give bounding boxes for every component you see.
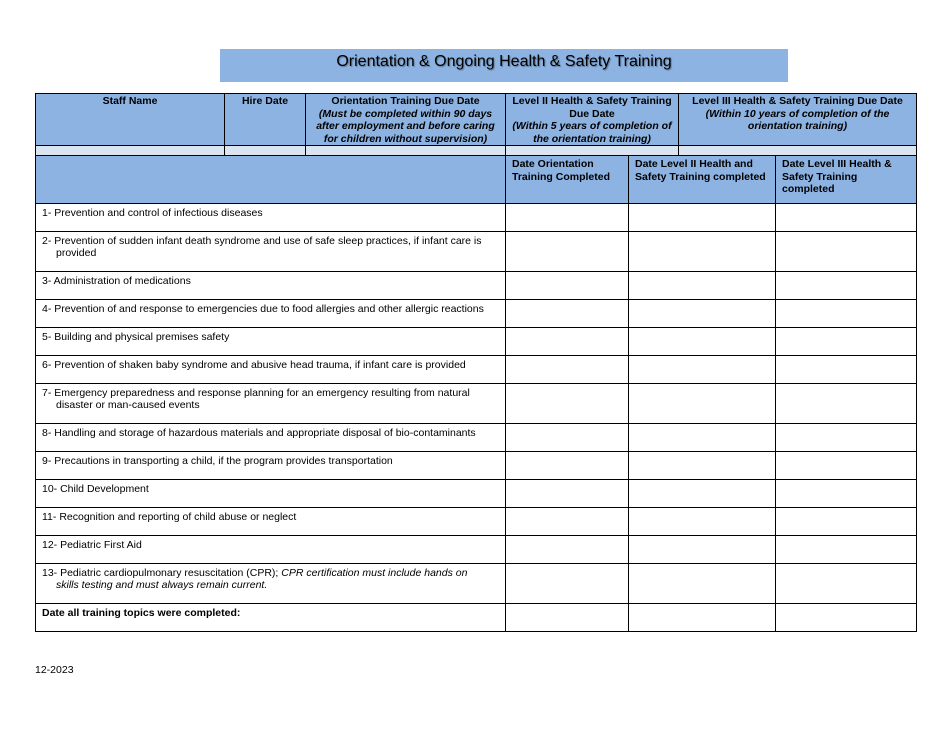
level2-date-cell[interactable] (629, 232, 776, 272)
table-row (36, 300, 917, 328)
topic-1 (36, 204, 506, 232)
level2-date-cell[interactable] (629, 272, 776, 300)
orientation-date-cell[interactable] (506, 536, 629, 564)
topic-3 (36, 272, 506, 300)
table-row (36, 452, 917, 480)
topic-13 (36, 564, 506, 604)
orientation-date-cell[interactable] (506, 480, 629, 508)
level2-date-cell[interactable] (629, 480, 776, 508)
topic-7 (36, 384, 506, 424)
topic-11 (36, 508, 506, 536)
level3-date-cell[interactable] (776, 232, 917, 272)
topic-text: 4- Prevention of and response to emergencies due to food allergies and other allergic reactions (42, 303, 484, 315)
level3-date-cell[interactable] (776, 480, 917, 508)
completion-label: Date all training topics were completed: (42, 607, 241, 619)
orientation-date-cell[interactable] (506, 384, 629, 424)
orientation-date-cell[interactable] (506, 508, 629, 536)
topic-text: 8- Handling and storage of hazardous materials and appropriate disposal of bio-contaminants (42, 427, 476, 439)
completion-label-cell (36, 604, 506, 632)
topic-text: 13- Pediatric cardiopulmonary resuscitation (CPR); (42, 567, 282, 579)
level2-due-label: Level II Health & Safety Training Due Date (512, 95, 672, 120)
table-row (36, 480, 917, 508)
topic-text-cont: disaster or man-caused events (56, 399, 200, 411)
level3-date-cell[interactable] (776, 356, 917, 384)
level3-date-cell[interactable] (776, 384, 917, 424)
orientation-date-cell[interactable] (506, 424, 629, 452)
level3-due-label: Level III Health & Safety Training Due Date (692, 95, 903, 107)
topic-text: 2- Prevention of sudden infant death syndrome and use of safe sleep practices, if infant care is (42, 235, 482, 247)
orientation-date-cell[interactable] (506, 204, 629, 232)
topic-6 (36, 356, 506, 384)
topic-2 (36, 232, 506, 272)
level2-date-cell[interactable] (629, 452, 776, 480)
topic-text: 3- Administration of medications (42, 275, 191, 287)
topic-text: 9- Precautions in transporting a child, if the program provides transportation (42, 455, 393, 467)
orientation-date-cell[interactable] (506, 452, 629, 480)
orientation-completed-header: Date Orientation Training Completed (506, 156, 629, 204)
topic-10 (36, 480, 506, 508)
level2-completed-header: Date Level II Health and Safety Training completed (629, 156, 776, 204)
level3-date-cell[interactable] (776, 536, 917, 564)
topic-4 (36, 300, 506, 328)
orientation-due-note: (Must be completed within 90 days after employment and before caring for children without supervision) (316, 107, 495, 145)
orientation-date-cell[interactable] (506, 300, 629, 328)
topic-text-cont: provided (56, 247, 97, 259)
level3-date-cell[interactable] (776, 272, 917, 300)
topic-header-blank (36, 156, 506, 204)
level2-date-cell[interactable] (629, 564, 776, 604)
table-row (36, 384, 917, 424)
table-row (36, 328, 917, 356)
level3-date-cell[interactable] (776, 452, 917, 480)
table-row (36, 232, 917, 272)
level3-date-cell[interactable] (776, 328, 917, 356)
level2-date-cell[interactable] (629, 204, 776, 232)
topic-9 (36, 452, 506, 480)
orientation-date-cell[interactable] (506, 232, 629, 272)
orientation-date-cell[interactable] (506, 604, 629, 632)
table-row (36, 564, 917, 604)
table-row (36, 204, 917, 232)
level3-date-cell[interactable] (776, 604, 917, 632)
table-row (36, 508, 917, 536)
level2-date-cell[interactable] (629, 508, 776, 536)
page-title: Orientation & Ongoing Health & Safety Training (220, 49, 788, 82)
hire-date-header: Hire Date (225, 94, 306, 146)
level2-due-header (506, 94, 679, 146)
topic-8 (36, 424, 506, 452)
orientation-due-header (306, 94, 506, 146)
topic-text: 6- Prevention of shaken baby syndrome and abusive head trauma, if infant care is provided (42, 359, 466, 371)
level3-date-cell[interactable] (776, 204, 917, 232)
level3-date-cell[interactable] (776, 424, 917, 452)
training-topics-table (35, 155, 917, 632)
topic-note: CPR certification must include hands on (281, 567, 468, 579)
topic-text: 12- Pediatric First Aid (42, 539, 142, 551)
table-row (36, 424, 917, 452)
level2-due-note: (Within 5 years of completion of the orientation training) (512, 120, 672, 145)
orientation-date-cell[interactable] (506, 328, 629, 356)
table-row (36, 604, 917, 632)
table-row (36, 536, 917, 564)
level3-date-cell[interactable] (776, 508, 917, 536)
orientation-due-label: Orientation Training Due Date (331, 95, 480, 107)
topic-text: 5- Building and physical premises safety (42, 331, 230, 343)
level3-due-note: (Within 10 years of completion of the orientation training) (705, 107, 890, 132)
level2-date-cell[interactable] (629, 424, 776, 452)
level2-date-cell[interactable] (629, 384, 776, 424)
level2-date-cell[interactable] (629, 328, 776, 356)
topic-5 (36, 328, 506, 356)
level3-date-cell[interactable] (776, 300, 917, 328)
orientation-date-cell[interactable] (506, 272, 629, 300)
level3-date-cell[interactable] (776, 564, 917, 604)
level2-date-cell[interactable] (629, 604, 776, 632)
staff-info-table (35, 93, 917, 158)
level3-due-header (679, 94, 917, 146)
staff-name-header: Staff Name (36, 94, 225, 146)
topic-text: 7- Emergency preparedness and response planning for an emergency resulting from natural (42, 387, 470, 399)
orientation-date-cell[interactable] (506, 564, 629, 604)
level3-completed-header: Date Level III Health & Safety Training completed (776, 156, 917, 204)
topic-text: 10- Child Development (42, 483, 149, 495)
topic-text: 11- Recognition and reporting of child abuse or neglect (42, 511, 297, 523)
form-revision-date: 12-2023 (35, 664, 74, 676)
topic-note-cont: skills testing and must always remain current. (56, 579, 268, 591)
level2-date-cell[interactable] (629, 300, 776, 328)
level2-date-cell[interactable] (629, 356, 776, 384)
level2-date-cell[interactable] (629, 536, 776, 564)
topic-text: 1- Prevention and control of infectious diseases (42, 207, 263, 219)
table-row (36, 356, 917, 384)
table-row (36, 272, 917, 300)
orientation-date-cell[interactable] (506, 356, 629, 384)
topic-12 (36, 536, 506, 564)
